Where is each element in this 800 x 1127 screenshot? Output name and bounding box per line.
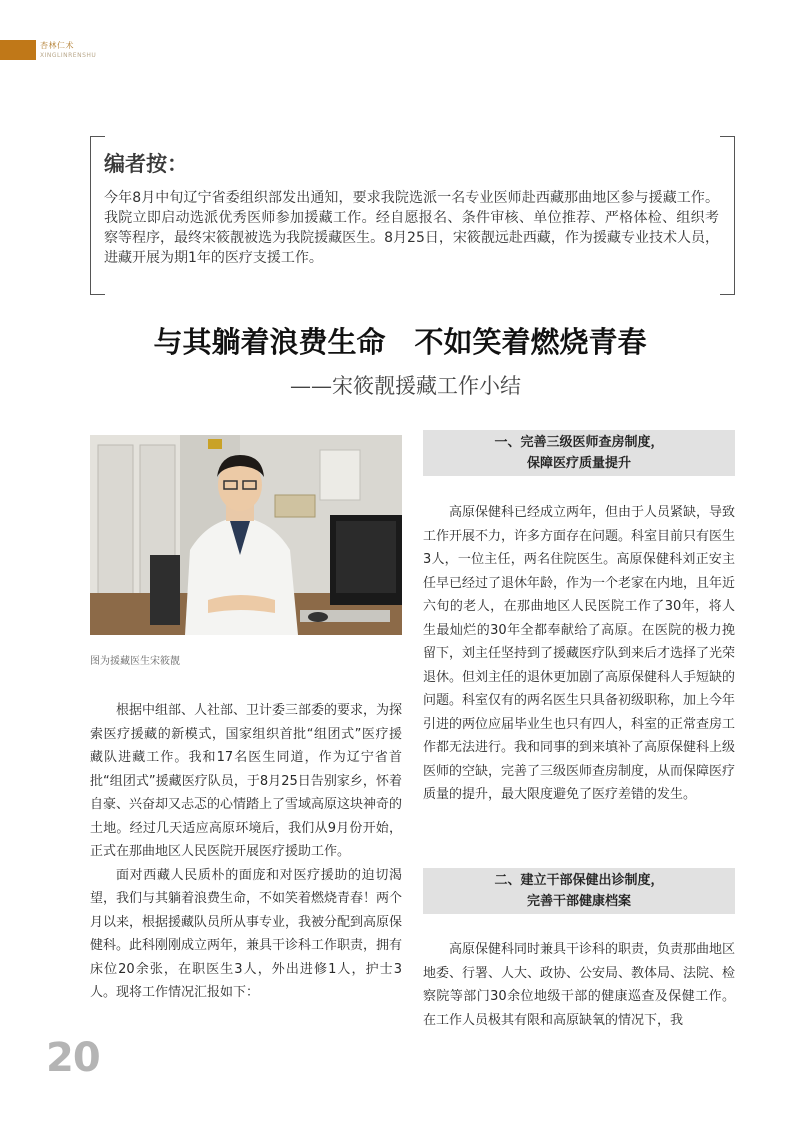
paragraph: 面对西藏人民质朴的面庞和对医疗援助的迫切渴望，我们与其躺着浪费生命，不如笑着燃烧青春！两个月以来，根据援藏队员所从事专业，我被分配到高原保健科。此科刚刚成立两年，兼具干诊科工作职责，拥有床位20余张，在职医生3人，外出进修1人，护士3人。现将工作情况汇报如下： [90,867,403,1000]
editor-note-title: 编者按： [104,151,188,176]
section-1-heading-line1: 一、完善三级医师查房制度， [494,435,664,450]
section-2-heading-line2: 完善干部健康档案 [526,894,631,909]
editor-note-box [90,136,735,293]
section-1-heading-line2: 保障医疗质量提升 [526,456,631,471]
paragraph: 根据中组部、人社部、卫计委三部委的要求，为探索医疗援藏的新模式，国家组织首批“组团式”医疗援藏队进藏工作。我和17名医生同道，作为辽宁省首批“组团式”援藏医疗队员，于8月25日告别家乡，怀着自豪、兴奋却又忐忑的心情踏上了雪域高原这块神奇的土地。经过几天适应高原环境后，我们从9月份开始，正式在那曲地区人民医院开展医疗援助工作。 [90,703,403,859]
left-column [90,699,402,1005]
section-2-heading-line1: 二、建立干部保健出诊制度， [494,873,664,888]
paragraph: 高原保健科同时兼具干诊科的职责，负责那曲地区地委、行署、人大、政协、公安局、教体局、法院、检察院等部门30余位地级干部的健康巡查及保健工作。在工作人员极其有限和高原缺氧的情况下，我 [423,942,736,1028]
header-accent-bar [0,40,36,60]
section-1-heading [423,430,735,476]
photo-caption: 图为援藏医生宋筱靓 [90,656,180,667]
page-number: 20 [46,1035,100,1081]
header-title: 杏林仁术 [40,41,74,50]
section-2-body [423,938,735,1032]
section-1-body [423,501,735,807]
doctor-photo [90,435,402,635]
editor-note-text: 今年8月中旬辽宁省委组织部发出通知，要求我院选派一名专业医师赴西藏那曲地区参与援藏工作。我院立即启动选派优秀医师参加援藏工作。经自愿报名、条件审核、单位推荐、严格体检、组织考察等程序，最终宋筱靓被选为我院援藏医生。8月25日，宋筱靓远赴西藏，作为援藏专业技术人员，进藏开展为期1年的医疗支援工作。 [104,190,719,266]
article-subtitle: ——宋筱靓援藏工作小结 [290,374,521,398]
paragraph: 高原保健科已经成立两年，但由于人员紧缺，导致工作开展不力，许多方面存在问题。科室目前只有医生3人，一位主任，两名住院医生。高原保健科刘正安主任早已经过了退休年龄，作为一个老家在内地，且年近六旬的老人，在那曲地区人民医院工作了30年，将人生最灿烂的30年全都奉献给了高原。在医院的极力挽留下，刘主任坚持到了援藏医疗队到来后才选择了光荣退休。但刘主任的退休更加剧了高原保健科人手短缺的问题。科室仅有的两名医生只具备初级职称，加上今年引进的两位应届毕业生也只有四人，科室的正常查房工作都无法进行。我和同事的到来填补了高原保健科上级医师的空缺，完善了三级医师查房制度，从而保障医疗质量的提升，最大限度避免了医疗差错的发生。 [423,505,736,802]
header-subtitle: XINGLINRENSHU [40,52,97,59]
section-2-heading [423,868,735,914]
article-title: 与其躺着浪费生命 不如笑着燃烧青春 [153,325,647,359]
right-bracket [720,136,735,295]
left-bracket [90,136,105,295]
